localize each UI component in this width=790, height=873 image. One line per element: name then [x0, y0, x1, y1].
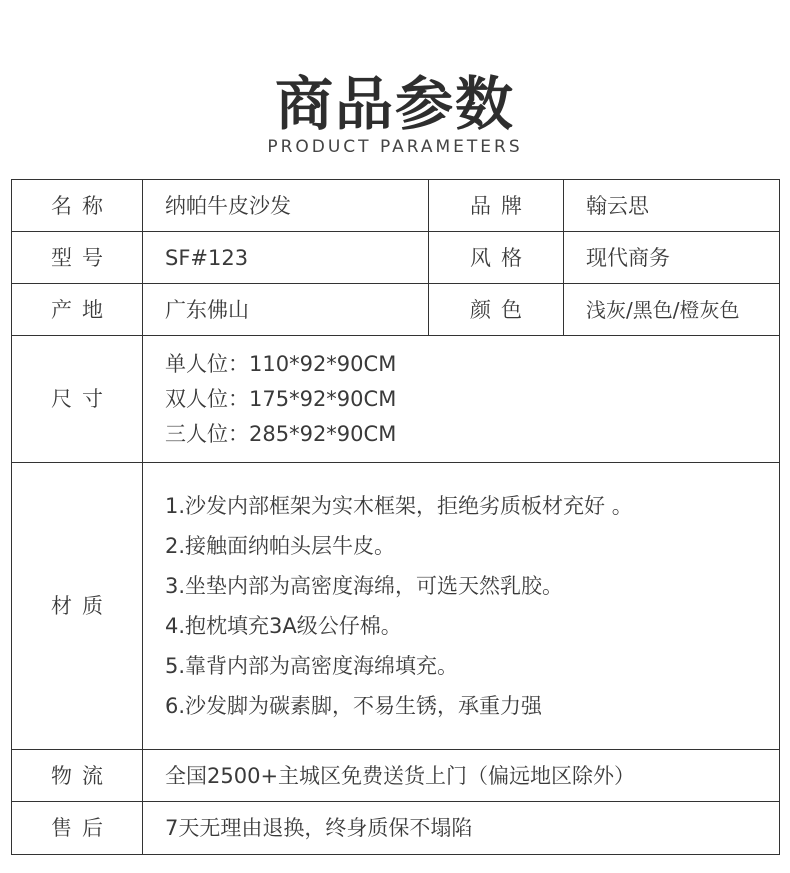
material-line: 3.坐垫内部为高密度海绵，可选天然乳胶。: [165, 574, 564, 598]
size-line: 单人位：110*92*90CM: [165, 351, 397, 376]
table-row: [12, 802, 780, 855]
style-value: 现代商务: [564, 232, 780, 284]
brand-value: 翰云思: [564, 180, 780, 232]
size-label: 尺寸: [12, 336, 143, 463]
size-line: 三人位：285*92*90CM: [165, 421, 397, 446]
table-row: [12, 180, 780, 232]
material-line: 1.沙发内部框架为实木框架，拒绝劣质板材充好 。: [165, 494, 633, 518]
origin-value: 广东佛山: [143, 284, 429, 336]
material-line: 5.靠背内部为高密度海绵填充。: [165, 654, 459, 678]
brand-label: 品牌: [429, 180, 564, 232]
size-line: 双人位：175*92*90CM: [165, 386, 397, 411]
page-title: 商品参数: [274, 70, 515, 138]
model-label: 型号: [12, 232, 143, 284]
material-line: 6.沙发脚为碳素脚，不易生锈，承重力强: [165, 694, 543, 718]
page-subtitle: PRODUCT PARAMETERS: [267, 137, 523, 157]
name-value: 纳帕牛皮沙发: [143, 180, 429, 232]
material-label: 材质: [12, 463, 143, 750]
material-value: [143, 463, 780, 750]
table-row: [12, 232, 780, 284]
table-row: [12, 284, 780, 336]
logistics-value: 全国2500+主城区免费送货上门（偏远地区除外）: [143, 750, 780, 802]
color-value: 浅灰/黑色/橙灰色: [564, 284, 780, 336]
logistics-label: 物流: [12, 750, 143, 802]
table-row: [12, 750, 780, 802]
table-row: [12, 463, 780, 750]
model-value: SF#123: [143, 232, 429, 284]
size-value: [143, 336, 780, 463]
name-label: 名称: [12, 180, 143, 232]
style-label: 风格: [429, 232, 564, 284]
table-row: [12, 336, 780, 463]
origin-label: 产地: [12, 284, 143, 336]
material-line: 4.抱枕填充3A级公仔棉。: [165, 614, 402, 638]
material-line: 2.接触面纳帕头层牛皮。: [165, 534, 396, 558]
parameters-table: [11, 179, 780, 855]
color-label: 颜色: [429, 284, 564, 336]
aftersale-label: 售后: [12, 802, 143, 855]
aftersale-value: 7天无理由退换，终身质保不塌陷: [143, 802, 780, 855]
